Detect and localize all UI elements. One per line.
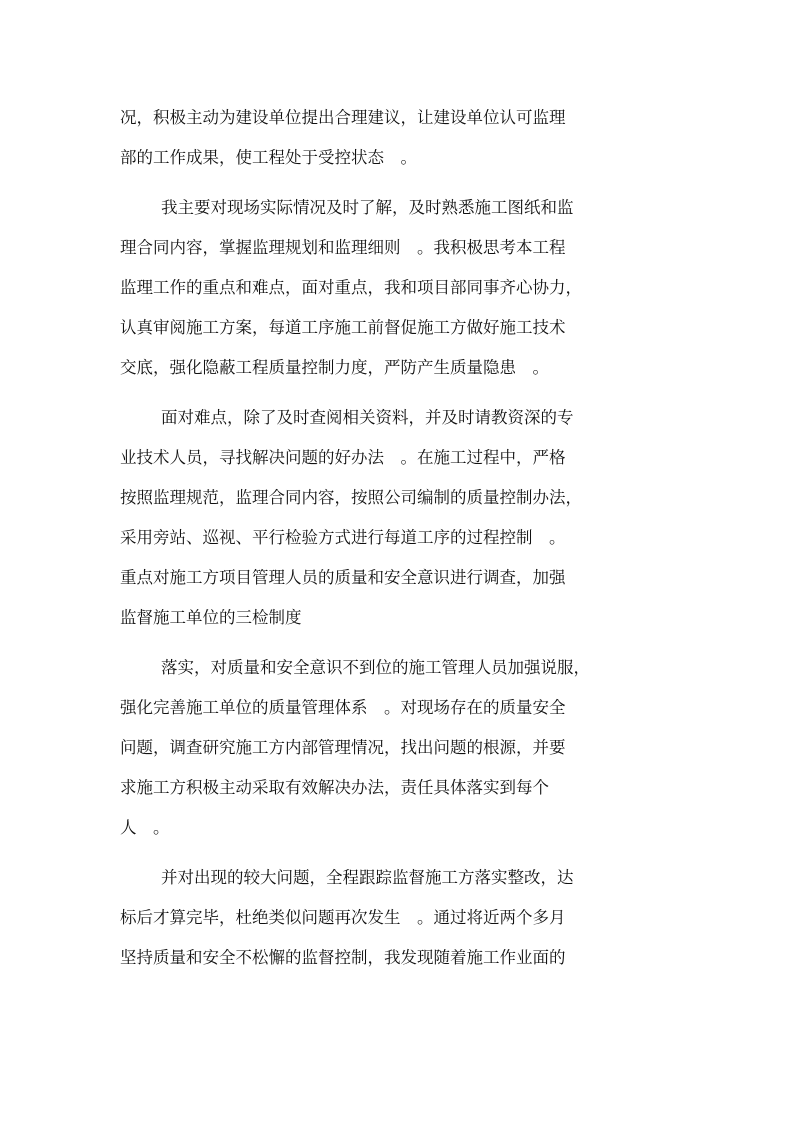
text-line: 求施工方积极主动采取有效解决办法，责任具体落实到每个: [120, 778, 549, 797]
paragraph-first-line: 并对出现的较大问题，全程跟踪监督施工方落实整改，达: [161, 868, 574, 887]
text-line: 交底，强化隐蔽工程质量控制力度，严防产生质量隐患 。: [120, 358, 549, 377]
text-line: 采用旁站、巡视、平行检验方式进行每道工序的过程控制 。: [120, 528, 566, 547]
paragraph-first-line: 我主要对现场实际情况及时了解，及时熟悉施工图纸和监: [161, 198, 574, 217]
text-line: 况，积极主动为建设单位提出合理建议，让建设单位认可监理: [120, 108, 566, 127]
text-line: 理合同内容，掌握监理规划和监理细则 。我积极思考本工程: [120, 238, 566, 257]
text-line: 监督施工单位的三检制度: [120, 608, 302, 627]
text-line: 问题，调查研究施工方内部管理情况，找出问题的根源，并要: [120, 738, 566, 757]
text-line: 监理工作的重点和难点，面对重点，我和项目部同事齐心协力，: [120, 278, 582, 297]
text-line: 坚持质量和安全不松懈的监督控制，我发现随着施工作业面的: [120, 948, 566, 967]
text-line: 部的工作成果，使工程处于受控状态 。: [120, 148, 417, 167]
text-line: 按照监理规范，监理合同内容，按照公司编制的质量控制办法，: [120, 488, 582, 507]
text-line: 业技术人员，寻找解决问题的好办法 。在施工过程中，严格: [120, 448, 566, 467]
text-line: 重点对施工方项目管理人员的质量和安全意识进行调查，加强: [120, 568, 566, 587]
text-line: 标后才算完毕，杜绝类似问题再次发生 。通过将近两个多月: [120, 908, 566, 927]
text-line: 强化完善施工单位的质量管理体系 。对现场存在的质量安全: [120, 698, 566, 717]
text-line: 认真审阅施工方案，每道工序施工前督促施工方做好施工技术: [120, 318, 566, 337]
paragraph-first-line: 落实，对质量和安全意识不到位的施工管理人员加强说服，: [161, 658, 590, 677]
text-line: 人 。: [120, 818, 170, 837]
paragraph-first-line: 面对难点，除了及时查阅相关资料，并及时请教资深的专: [161, 408, 574, 427]
